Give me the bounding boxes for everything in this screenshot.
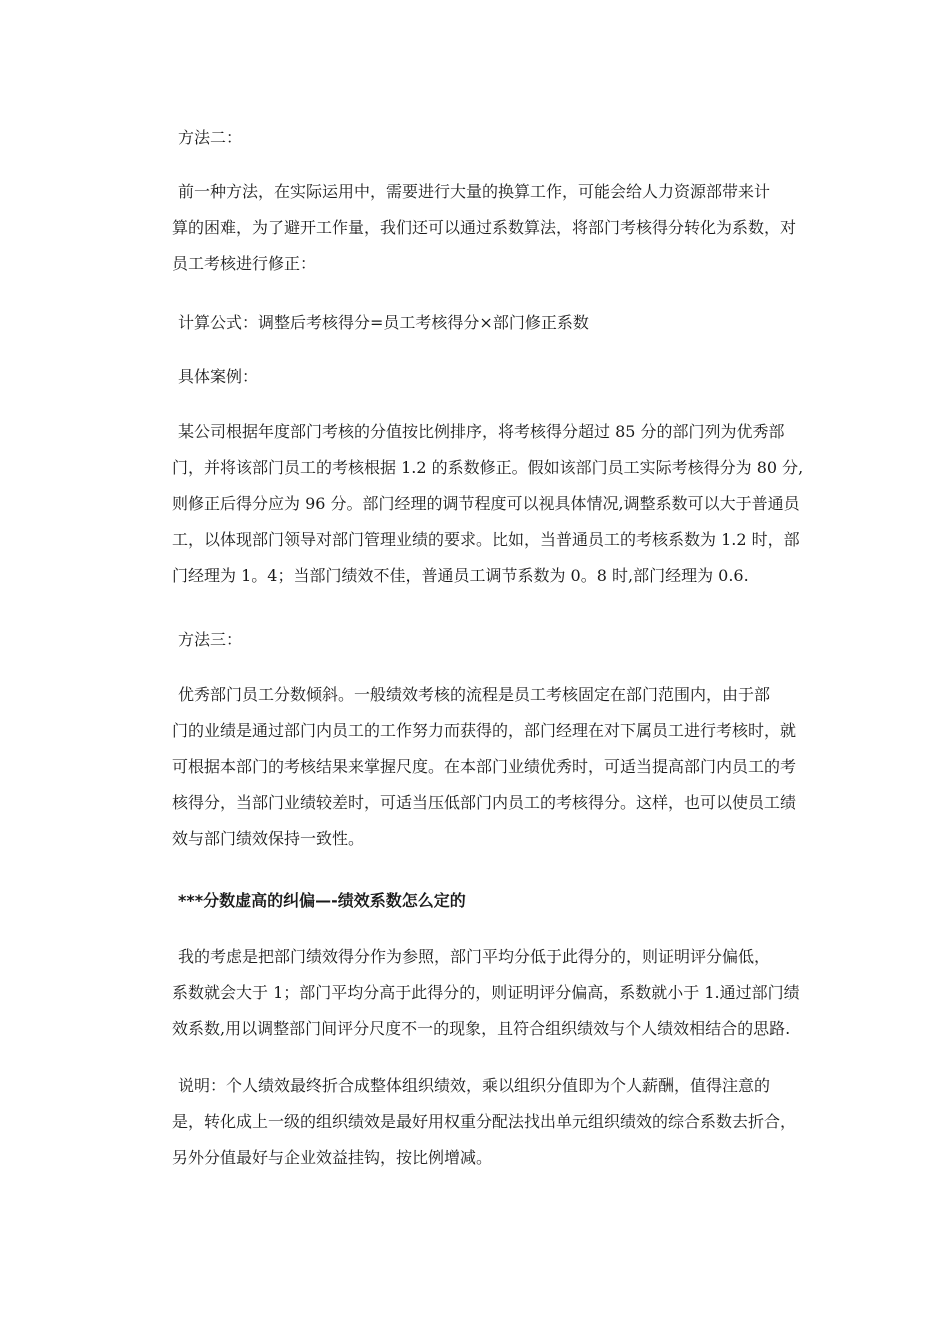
paragraph-line: 算的困难，为了避开工作量，我们还可以通过系数算法，将部门考核得分转化为系数，对: [172, 218, 797, 237]
method2-intro-paragraph: [172, 174, 812, 282]
paragraph-line: 另外分值最好与企业效益挂钩，按比例增减。: [172, 1148, 493, 1167]
paragraph-line: 门经理为 1。4；当部门绩效不佳，普通员工调节系数为 0。8 时,部门经理为 0.6.: [172, 566, 749, 585]
paragraph-line: 系数就会大于 1；部门平均分高于此得分的，则证明评分偏高，系数就小于 1.通过部门绩: [172, 983, 800, 1002]
paragraph-line: 门，并将该部门员工的考核根据 1.2 的系数修正。假如该部门员工实际考核得分为 80 分,: [172, 458, 804, 477]
paragraph-line: 效与部门绩效保持一致性。: [172, 829, 365, 848]
paragraph-line: 是，转化成上一级的组织绩效是最好用权重分配法找出单元组织绩效的综合系数去折合，: [172, 1112, 797, 1131]
paragraph-line: 核得分，当部门业绩较差时，可适当压低部门内员工的考核得分。这样，也可以使员工绩: [172, 793, 797, 812]
opinion-paragraph: [172, 939, 812, 1047]
paragraph-line: 某公司根据年度部门考核的分值按比例排序，将考核得分超过 85 分的部门列为优秀部: [178, 422, 785, 441]
note-paragraph: [172, 1068, 812, 1176]
paragraph-line: 员工考核进行修正：: [172, 254, 317, 273]
method2-title: 方法二：: [178, 128, 243, 147]
method3-title: 方法三：: [178, 630, 243, 649]
formula-line: 计算公式：调整后考核得分=员工考核得分×部门修正系数: [178, 313, 589, 332]
method3-paragraph: [172, 677, 812, 857]
section-heading: ***分数虚高的纠偏—-绩效系数怎么定的: [178, 891, 466, 910]
case-paragraph: [172, 414, 812, 594]
paragraph-line: 门的业绩是通过部门内员工的工作努力而获得的，部门经理在对下属员工进行考核时，就: [172, 721, 797, 740]
case-title: 具体案例：: [178, 367, 259, 386]
paragraph-line: 前一种方法，在实际运用中，需要进行大量的换算工作，可能会给人力资源部带来计: [178, 182, 771, 201]
paragraph-line: 说明：个人绩效最终折合成整体组织绩效，乘以组织分值即为个人薪酬，值得注意的: [178, 1076, 771, 1095]
paragraph-line: 优秀部门员工分数倾斜。一般绩效考核的流程是员工考核固定在部门范围内，由于部: [178, 685, 771, 704]
paragraph-line: 我的考虑是把部门绩效得分作为参照，部门平均分低于此得分的，则证明评分偏低，: [178, 947, 771, 966]
paragraph-line: 则修正后得分应为 96 分。部门经理的调节程度可以视具体情况,调整系数可以大于普通员: [172, 494, 800, 513]
paragraph-line: 可根据本部门的考核结果来掌握尺度。在本部门业绩优秀时，可适当提高部门内员工的考: [172, 757, 797, 776]
paragraph-line: 工，以体现部门领导对部门管理业绩的要求。比如，当普通员工的考核系数为 1.2 时，部: [172, 530, 800, 549]
paragraph-line: 效系数,用以调整部门间评分尺度不一的现象，且符合组织绩效与个人绩效相结合的思路.: [172, 1019, 791, 1038]
